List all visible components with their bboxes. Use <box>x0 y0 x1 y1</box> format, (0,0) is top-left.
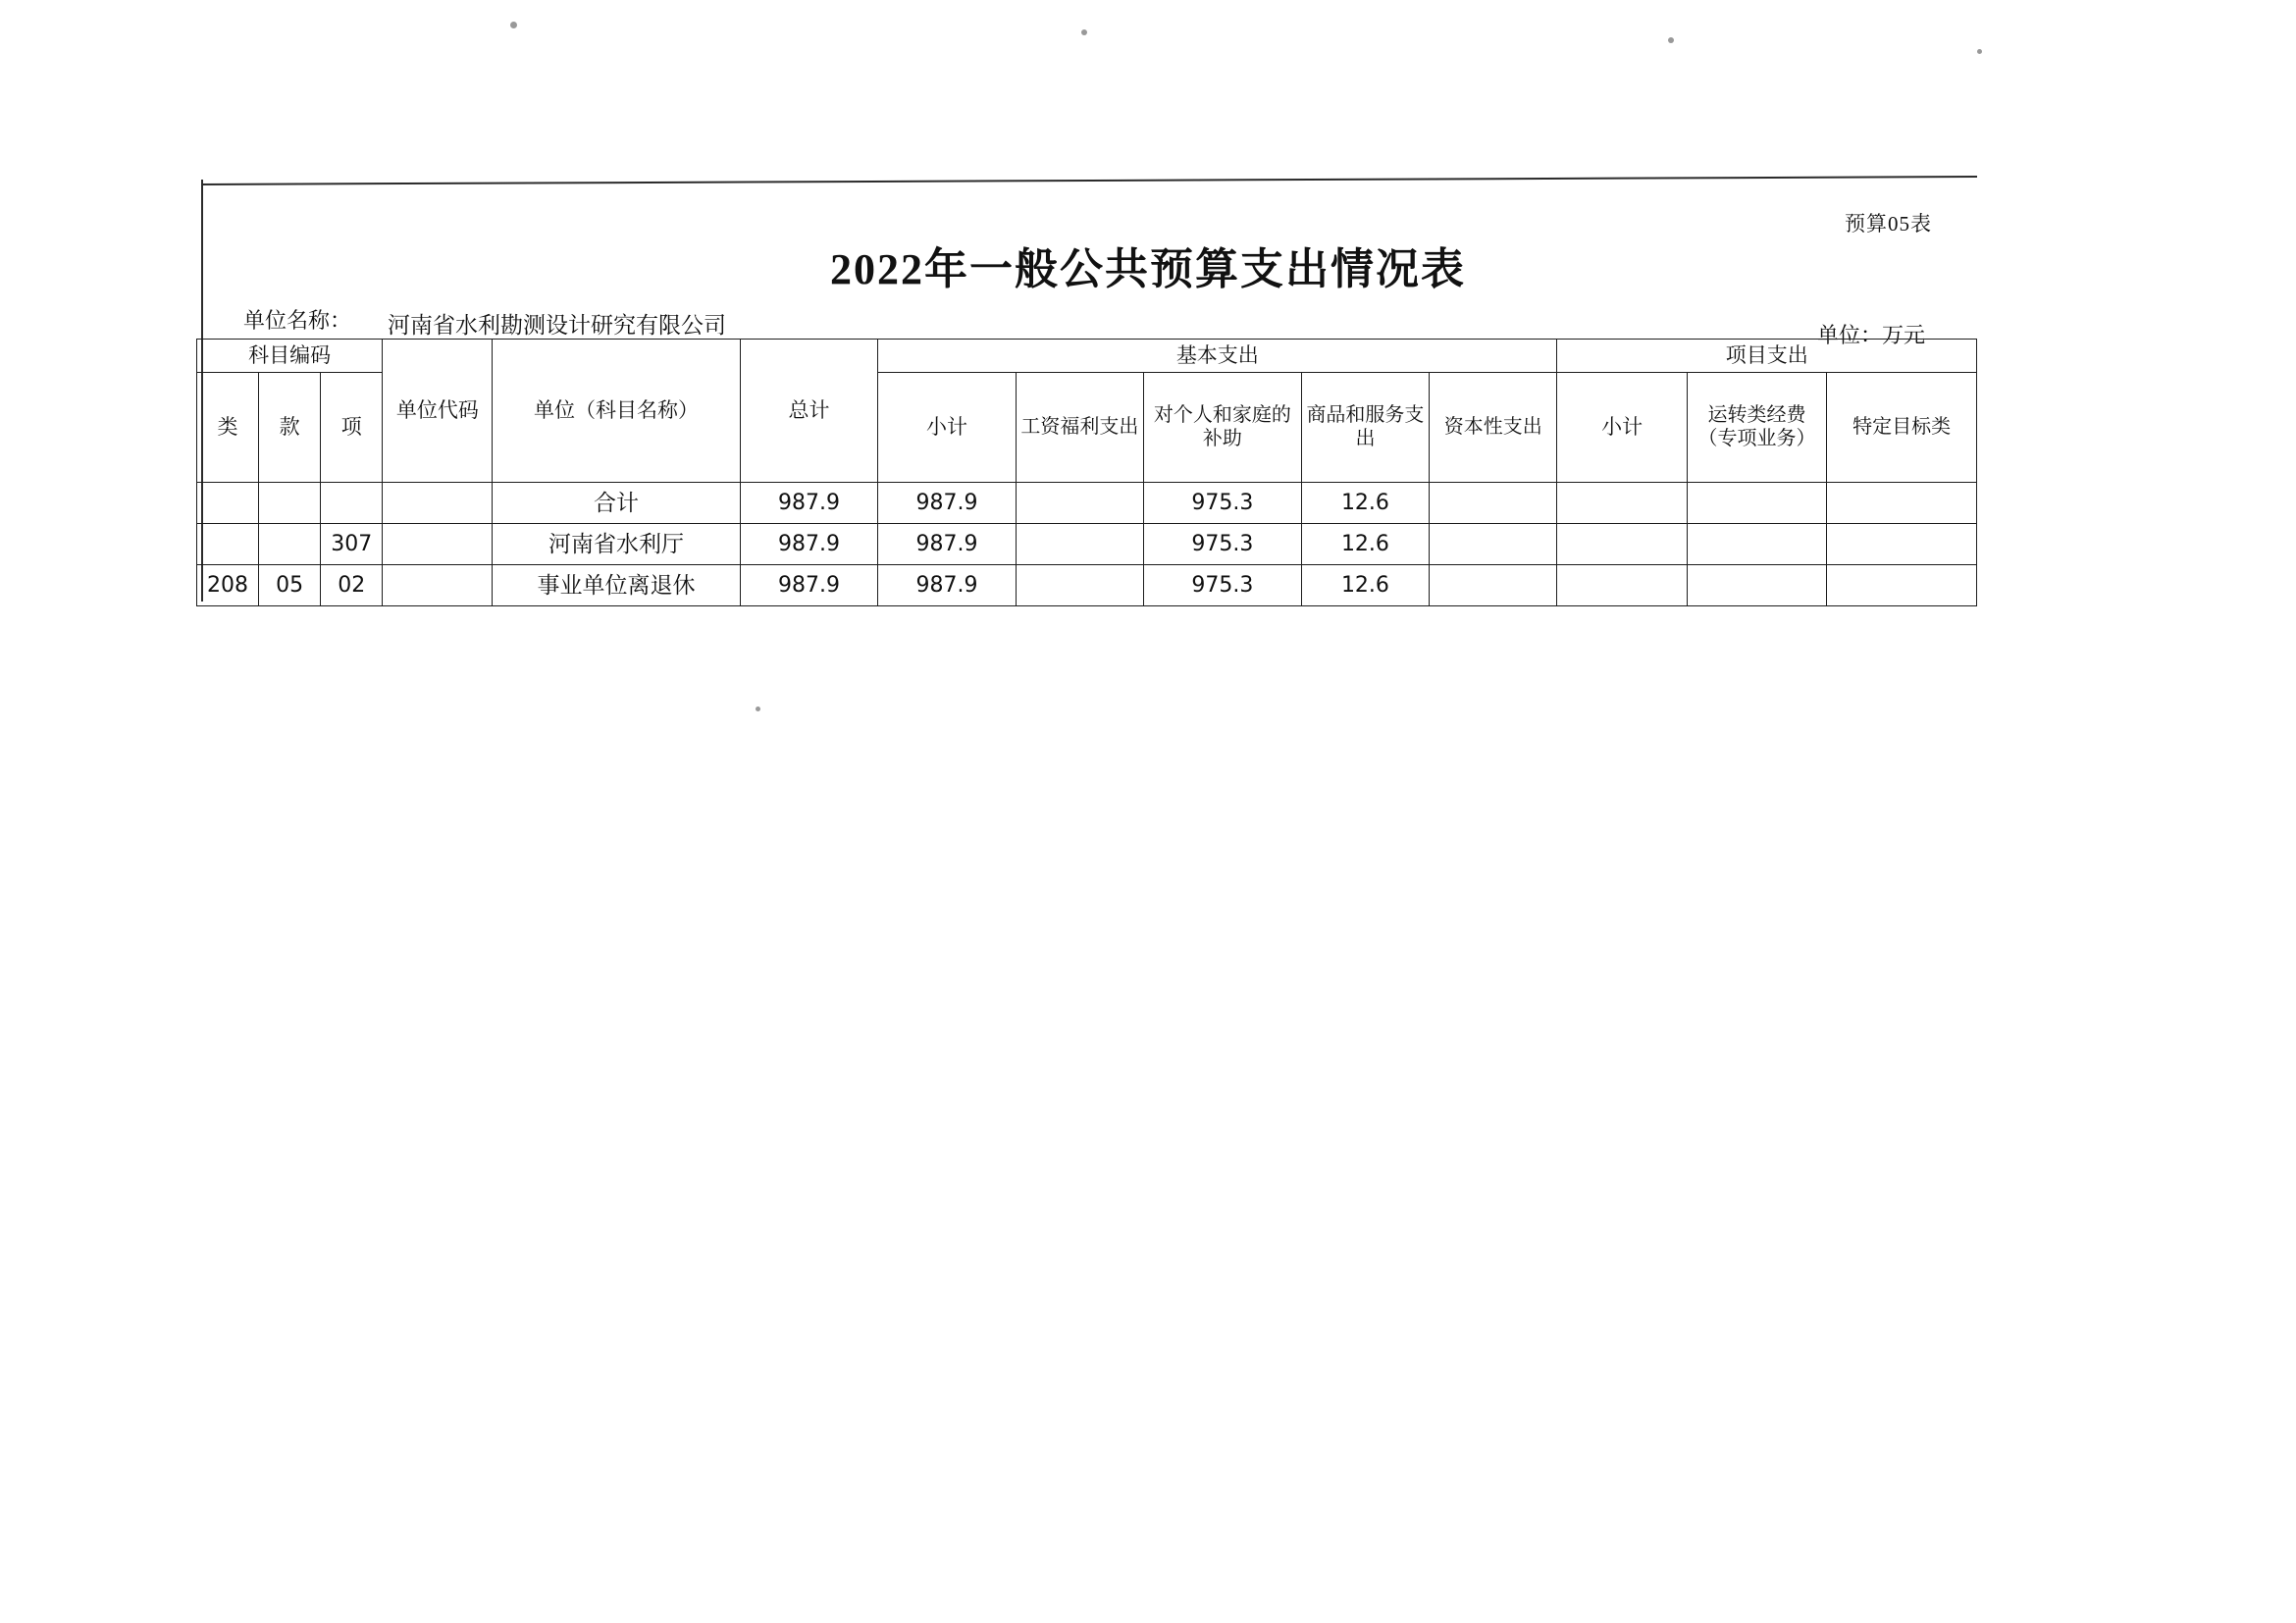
cell-item: 02 <box>321 565 383 606</box>
cell-basic-subtotal: 987.9 <box>878 483 1016 524</box>
cell-section <box>259 483 321 524</box>
page-title: 2022年一般公共预算支出情况表 <box>830 245 1466 293</box>
header-unit-subject-name: 单位（科目名称） <box>493 340 740 483</box>
cell-project-subtotal <box>1557 483 1687 524</box>
header-basic-subtotal: 小计 <box>878 373 1016 483</box>
cell-unit-code <box>383 524 493 565</box>
header-section: 款 <box>259 373 321 483</box>
cell-specific-target <box>1827 565 1977 606</box>
header-subject-code: 科目编码 <box>197 340 383 373</box>
header-capital-expenditure: 资本性支出 <box>1430 373 1557 483</box>
cell-capital-expenditure <box>1430 524 1557 565</box>
cell-section <box>259 524 321 565</box>
budget-expenditure-table <box>196 339 1977 606</box>
table-row <box>197 524 1977 565</box>
cell-specific-target <box>1827 524 1977 565</box>
cell-family-subsidy: 975.3 <box>1143 565 1301 606</box>
unit-name-label: 单位名称： <box>243 308 352 333</box>
sheet-top-rule <box>201 176 1977 185</box>
scan-speck <box>1977 49 1982 54</box>
unit-measure-label: 单位：万元 <box>1817 323 1926 347</box>
cell-capital-expenditure <box>1430 483 1557 524</box>
cell-class <box>197 483 259 524</box>
cell-name: 事业单位离退休 <box>493 565 740 606</box>
header-project-subtotal: 小计 <box>1557 373 1687 483</box>
header-specific-target: 特定目标类 <box>1827 373 1977 483</box>
header-salary-welfare: 工资福利支出 <box>1016 373 1143 483</box>
header-operating-funds: 运转类经费（专项业务） <box>1687 373 1827 483</box>
cell-total: 987.9 <box>740 524 877 565</box>
cell-family-subsidy: 975.3 <box>1143 483 1301 524</box>
unit-name-value: 河南省水利勘测设计研究有限公司 <box>388 313 726 339</box>
scan-speck <box>1668 37 1674 43</box>
cell-goods-services: 12.6 <box>1301 524 1429 565</box>
scan-speck <box>510 22 517 28</box>
cell-total: 987.9 <box>740 565 877 606</box>
cell-class: 208 <box>197 565 259 606</box>
cell-salary-welfare <box>1016 565 1143 606</box>
table-row <box>197 565 1977 606</box>
cell-goods-services: 12.6 <box>1301 565 1429 606</box>
cell-name: 合计 <box>493 483 740 524</box>
cell-project-subtotal <box>1557 524 1687 565</box>
header-project-expenditure: 项目支出 <box>1557 340 1977 373</box>
table-row <box>197 483 1977 524</box>
cell-section: 05 <box>259 565 321 606</box>
header-family-subsidy: 对个人和家庭的补助 <box>1143 373 1301 483</box>
cell-item <box>321 483 383 524</box>
cell-name: 河南省水利厅 <box>493 524 740 565</box>
header-basic-expenditure: 基本支出 <box>878 340 1557 373</box>
cell-goods-services: 12.6 <box>1301 483 1429 524</box>
form-number: 预算05表 <box>1845 212 1932 236</box>
cell-class <box>197 524 259 565</box>
cell-basic-subtotal: 987.9 <box>878 565 1016 606</box>
cell-operating-funds <box>1687 524 1827 565</box>
cell-salary-welfare <box>1016 524 1143 565</box>
cell-specific-target <box>1827 483 1977 524</box>
header-class: 类 <box>197 373 259 483</box>
cell-salary-welfare <box>1016 483 1143 524</box>
cell-total: 987.9 <box>740 483 877 524</box>
cell-basic-subtotal: 987.9 <box>878 524 1016 565</box>
cell-unit-code <box>383 483 493 524</box>
header-unit-code: 单位代码 <box>383 340 493 483</box>
scan-speck <box>1081 29 1087 35</box>
cell-operating-funds <box>1687 483 1827 524</box>
scan-speck <box>756 707 760 711</box>
header-item: 项 <box>321 373 383 483</box>
cell-operating-funds <box>1687 565 1827 606</box>
cell-item: 307 <box>321 524 383 565</box>
header-goods-services: 商品和服务支出 <box>1301 373 1429 483</box>
cell-project-subtotal <box>1557 565 1687 606</box>
cell-unit-code <box>383 565 493 606</box>
cell-family-subsidy: 975.3 <box>1143 524 1301 565</box>
table-header-row-group <box>197 340 1977 373</box>
cell-capital-expenditure <box>1430 565 1557 606</box>
header-total: 总计 <box>740 340 877 483</box>
